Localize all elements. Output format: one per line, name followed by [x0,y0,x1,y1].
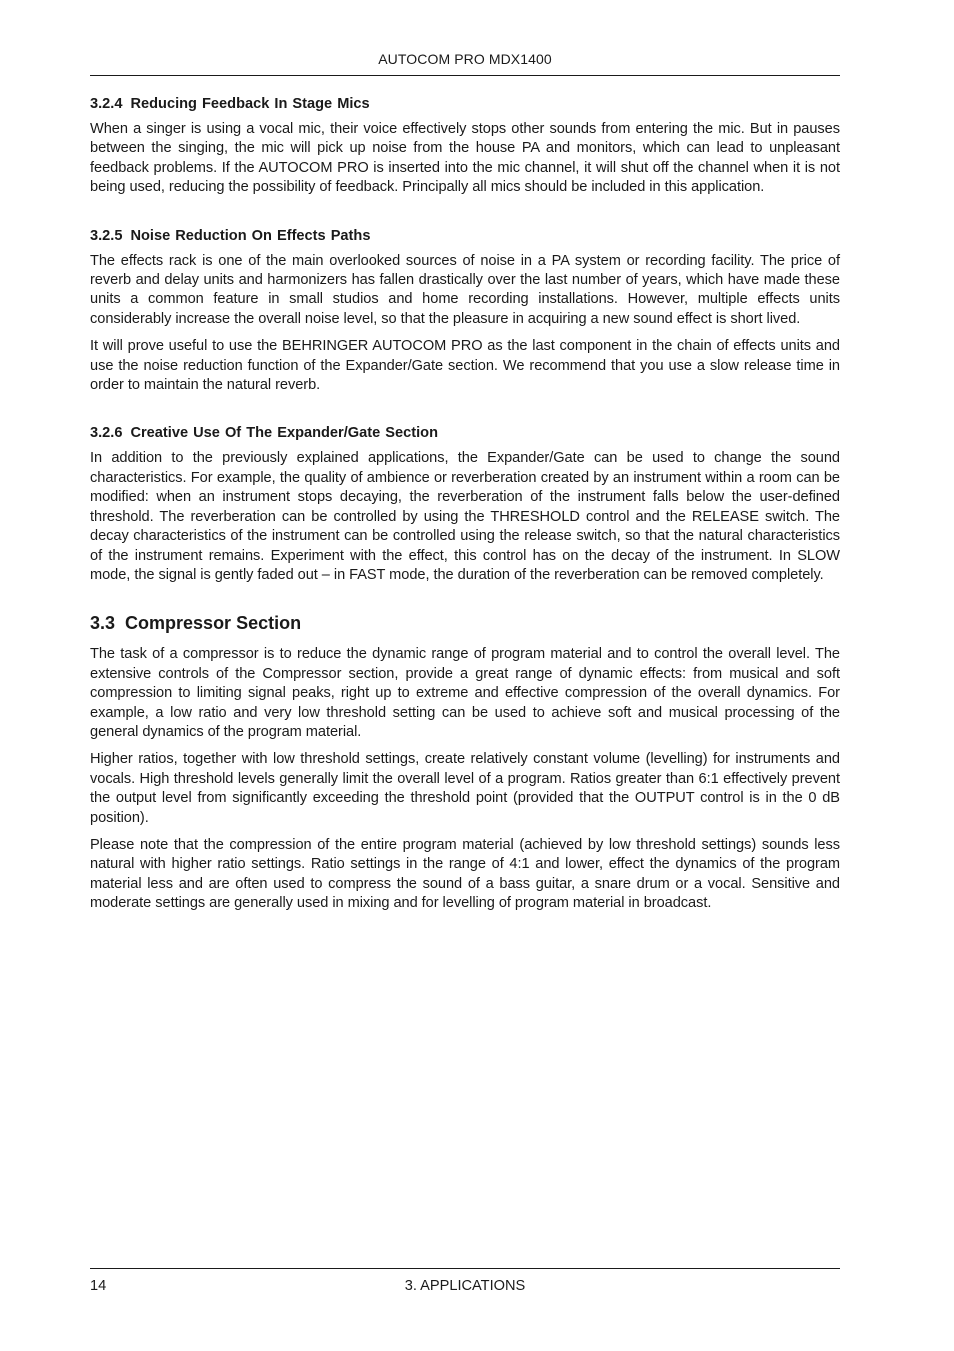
paragraph: In addition to the previously explained applications, the Expander/Gate can be used to change the sound characteristics. For example, the quality of ambience or reverberation created by an instrument within a room can be modified: when an instrument stops decaying, the reverberation of the instrument falls below the user-defined threshold. The reverberation can be controlled by using the THRESHOLD control and the RELEASE switch. The decay characteristics of the instrument can be controlled using the release switch, so that the natural characteristics of the instrument remains. Experiment with the effect, this control has on the decay of the instrument. In SLOW mode, the signal is gently faded out – in FAST mode, the duration of the reverberation can be removed completely. [90,450,840,583]
section-heading [90,611,840,635]
section-heading [90,423,840,443]
section-heading [90,226,840,246]
section-number: 3.2.5 [90,227,123,244]
page-content [90,94,840,922]
section-heading [90,94,840,114]
section-3-2-4 [90,94,840,198]
section-3-2-6 [90,423,840,585]
section-number: 3.2.6 [90,425,123,442]
section-title: Creative Use Of The Expander/Gate Section [130,425,438,442]
paragraph: It will prove useful to use the BEHRINGER AUTOCOM PRO as the last component in the chain of effects units and use the noise reduction function of the Expander/Gate section. We recommend that you use a slow release time in order to maintain the natural reverb. [90,338,840,394]
paragraph: Please note that the compression of the entire program material (achieved by low threshold settings) sounds less natural with higher ratio settings. Ratio settings in the range of 4:1 and lower, effect the dynamics of the program material less and are often used to compress the sound of a bass guitar, a snare drum or a vocal. Sensitive and moderate settings are generally used in mixing and for levelling of program material in broadcast. [90,836,840,912]
paragraph: The effects rack is one of the main overlooked sources of noise in a PA system or recording facility. The price of reverb and delay units and harmonizers has fallen drastically over the last number of years, which have made these units a common feature in small studios and home recording installations. However, multiple effects units considerably increase the overall noise level, so that the pleasure in acquiring a new sound effect is short lived. [90,252,840,327]
section-title: Reducing Feedback In Stage Mics [130,96,370,112]
page-header-title: AUTOCOM PRO MDX1400 [378,51,552,67]
section-title: Compressor Section [125,613,302,634]
spacer [90,206,840,226]
page-number: 14 [90,1278,107,1294]
section-3-2-5 [90,226,840,396]
section-number: 3.2.4 [90,96,123,112]
paragraph: Higher ratios, together with low threshold settings, create relatively constant volume (levelling) for instruments and vocals. High threshold levels generally limit the overall level of a program. Ratios greater than 6:1 effectively prevent the output level from significantly exceeding the threshold point (provided that the OUTPUT control is in the 0 dB position). [90,751,840,826]
footer-chapter-title: 3. APPLICATIONS [404,1278,526,1294]
footer-divider [90,1268,840,1269]
paragraph: When a singer is using a vocal mic, their voice effectively stops other sounds from entering the mic. But in pauses between the singing, the mic will pick up noise from the house PA and monitors, which can lead to unpleasant feedback problems. If the AUTOCOM PRO is inserted into the mic channel, it will shut off the channel when it is not being used, reducing the possibility of feedback. Principally all mics should be included in this application. [90,121,840,196]
section-title: Noise Reduction On Effects Paths [130,227,371,244]
paragraph: The task of a compressor is to reduce the dynamic range of program material and to control the overall level. The extensive controls of the Compressor section, provide a great range of dynamic effects: from musical and soft compression to limiting signal peaks, right up to extreme and effective compression of the overall dynamics. For example, a low ratio and very low threshold setting can be used to achieve soft and musical processing of the general dynamics of the program material. [90,646,840,740]
section-3-3 [90,611,840,913]
spacer [90,593,840,611]
section-number: 3.3 [90,613,116,634]
header-divider [90,75,840,76]
spacer [90,403,840,423]
